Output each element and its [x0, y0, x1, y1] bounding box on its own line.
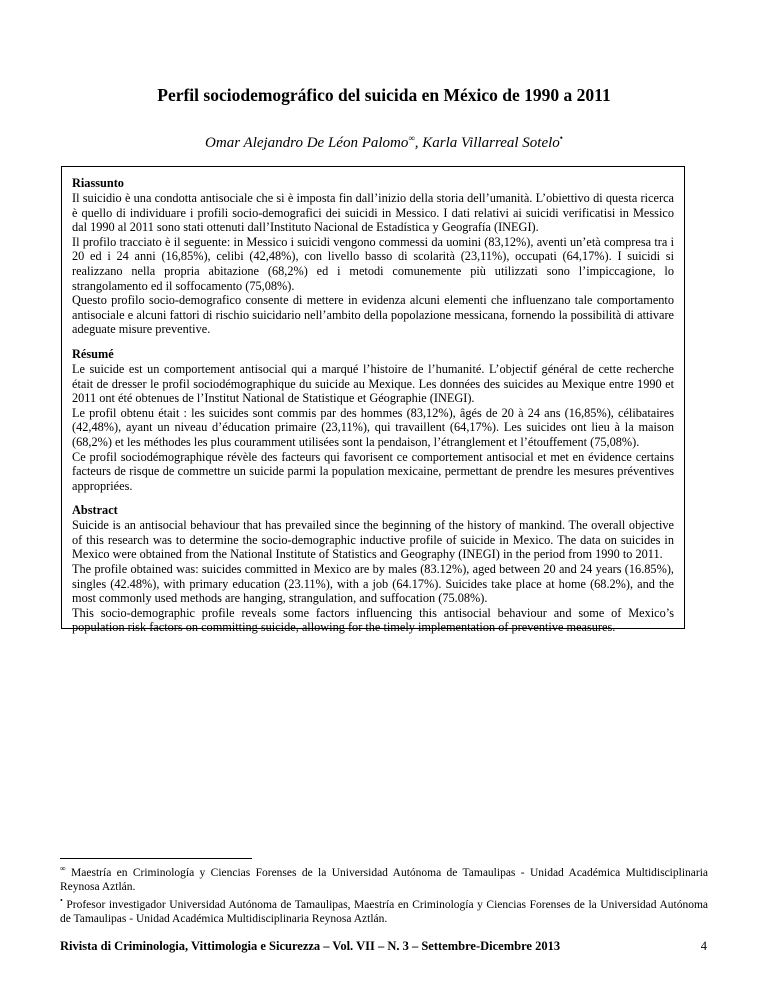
abstract-english [72, 503, 674, 635]
abstract-paragraph: Ce profil sociodémographique révèle des facteurs qui favorisent ce comportement antisocial et met en évidence certains facteurs de risque de commettre un suicide parmi la population mexicaine, permettant de prendre les mesures préventives appropriées. [72, 449, 674, 493]
abstract-paragraph: The profile obtained was: suicides committed in Mexico are by males (83.12%), aged between 20 and 24 years (16.85%), singles (42.48%), with primary education (23.11%), with a job (64.17%). Suicides take place at home (68.2%), and the most commonly used methods are hanging, strangulation, and suffocation (75.08%). [72, 562, 674, 606]
footnote [60, 894, 708, 926]
abstract-italian [72, 176, 674, 337]
footnote [60, 862, 708, 894]
footnote-mark: • [60, 895, 63, 905]
footnote-mark: ∞ [408, 133, 415, 143]
author-separator: , [414, 135, 423, 151]
abstract-paragraph: Il suicidio è una condotta antisociale che si è imposta fin dall’inizio della storia dell’umanità. L’obiettivo di questa ricerca è quello di individuare i profili socio-demografici dei suicidi in Messico. I dati relativi ai suicidi verificatisi in Messico dal 1990 al 2011 sono stati ottenuti dall’Instituto Nacional de Estadística y Geografía (INEGI). [72, 191, 674, 235]
abstract-paragraph: Le suicide est un comportement antisocial qui a marqué l’histoire de l’humanité. L’objectif général de cette recherche était de dresser le profil sociodémographique du suicide au Mexique. Les données des suicides au Mexique entre 1990 et 2011 ont été obtenues de l’Institut National de Statistique et Géographie (INEGI). [72, 361, 674, 406]
footnote-text: Maestría en Criminología y Ciencias Forenses de la Universidad Autónoma de Tamaulipas - Unidad Académica Multidisciplinaria Reynosa Aztlán. [60, 866, 708, 893]
abstract-paragraph: Il profilo tracciato è il seguente: in Messico i suicidi vengono commessi da uomini (83,12%), aventi un’età compresa tra i 20 ed i 24 anni (16,85%), celibi (42,48%), con livello basso di scolarità (23,11%), occupati (64,17%). I suicidi si realizzano nella propria abitazione (68,2%) ed i metodi comunemente più utilizzati sono l’impiccagione, lo strangolamento ed il soffocamento (75,08%). [72, 234, 674, 293]
footnotes [60, 862, 708, 926]
abstract-paragraph: Le profil obtenu était : les suicides sont commis par des hommes (83,12%), âgés de 20 à 24 ans (16,85%), célibataires (42,48%), ayant un niveau d’éducation primaire (23,11%), qui travaillent (64,17%). Les suicides ont lieu à la maison (68,2%) et les méthodes les plus couramment utilisées sont la pendaison, l’étranglement et l’étouffement (75,08%). [72, 405, 674, 449]
footnote-divider [60, 858, 252, 859]
section-heading: Riassunto [72, 176, 124, 190]
footnote-text: Profesor investigador Universidad Autónoma de Tamaulipas, Maestría en Criminología y Ciencias Forenses de la Universidad Autónoma de Tamaulipas - Unidad Académica Multidisciplinaria Reynosa Aztlán. [60, 898, 708, 925]
author-line [60, 128, 708, 153]
author-name: Karla Villarreal Sotelo [422, 135, 560, 151]
abstract-paragraph: Suicide is an antisocial behaviour that has prevailed since the beginning of the history of mankind. The overall objective of this research was to determine the socio-demographic inductive profile of suicide in Mexico. The data on suicides in Mexico were obtained from the National Institute of Statistics and Geography (INEGI) in the period from 1990 to 2011. [72, 518, 674, 562]
abstract-french [72, 347, 674, 493]
page-number: 4 [700, 939, 707, 953]
author-name: Omar Alejandro De Léon Palomo [205, 135, 409, 151]
footnote-mark: ∞ [60, 864, 66, 873]
abstract-paragraph: Questo profilo socio-demografico consente di mettere in evidenza alcuni elementi che influenzano tale comportamento antisociale e alcuni fattori di rischio suicidario nell’ambito della popolazione messicana, fornendo la possibilità di attivare adeguate misure preventive. [72, 293, 674, 337]
paper-title: Perfil sociodemográfico del suicida en México de 1990 a 2011 [157, 85, 611, 105]
abstract-paragraph: This socio-demographic profile reveals some factors influencing this antisocial behaviour and some of Mexico’s population risk factors on committing suicide, allowing for the timely implementation of preventive measures. [72, 605, 674, 635]
abstract-box [61, 166, 685, 635]
footnote-mark: • [559, 133, 563, 143]
section-heading: Résumé [72, 346, 114, 361]
section-heading: Abstract [72, 503, 118, 518]
journal-footer: Rivista di Criminologia, Vittimologia e Sicurezza – Vol. VII – N. 3 – Settembre-Dicembre 2013 [60, 939, 561, 953]
